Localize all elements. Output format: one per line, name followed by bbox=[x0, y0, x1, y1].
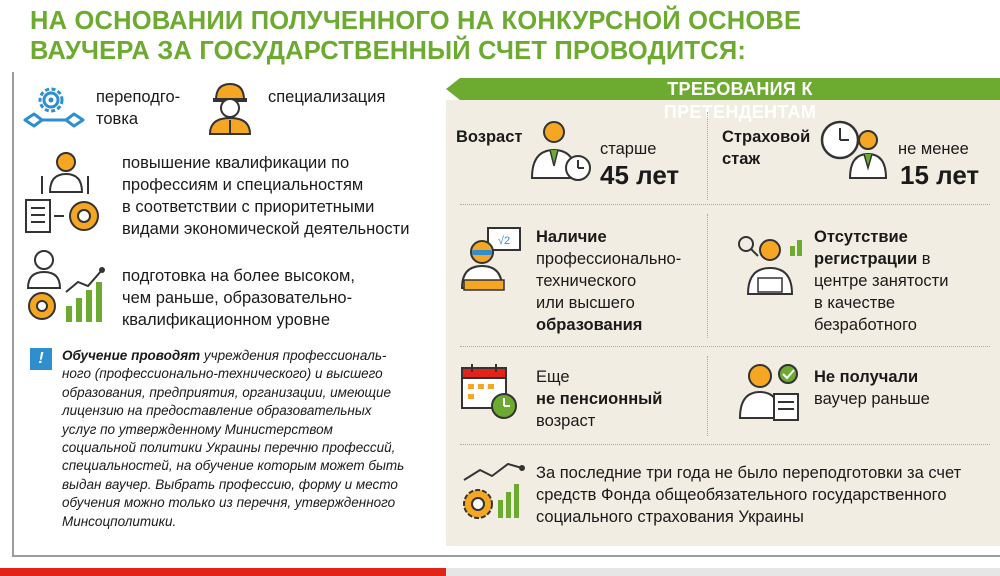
age-pre: старше bbox=[600, 140, 657, 158]
insurance-pre: не менее bbox=[898, 140, 969, 158]
growth-chart-icon bbox=[22, 248, 108, 326]
divider bbox=[460, 346, 990, 347]
divider bbox=[707, 112, 708, 200]
age-label: Возраст bbox=[456, 128, 523, 146]
page-title-line-2: ВАУЧЕРА ЗА ГОСУДАРСТВЕННЫЙ СЧЕТ ПРОВОДИТСЯ: bbox=[30, 37, 747, 65]
next-section-red-bar bbox=[0, 568, 446, 576]
frame-border-left bbox=[12, 72, 14, 556]
higher-level-text: подготовка на более высоком, чем раньше, образовательно- квалификационном уровне bbox=[122, 267, 355, 329]
gear-wrench-icon bbox=[22, 80, 86, 142]
fund-text: За последние три года не было переподготовки за счет средств Фонда общеобязательного государственного социального страхования Украины bbox=[536, 464, 962, 526]
training-note: Обучение проводят учреждения профессиональ- ного (профессионально-технического) и высшего образования, предприятия, организации, имеющие лицензию на предоставление образовательных услуг по утвержденному Министерством социальной политики Украины перечню профессий, специальностей, на обучение которым может быть выдан ваучер. Выбрать профессию, форму и место обучения можно только из перечня, утвержденного Минсоцполитики. bbox=[62, 348, 405, 529]
registration-text: Отсутствие регистрации в центре занятости в качестве безработного bbox=[814, 228, 949, 334]
info-mark-icon: ! bbox=[30, 348, 52, 370]
clock-person-icon bbox=[818, 116, 888, 182]
divider bbox=[460, 204, 990, 205]
insurance-label: Страховой стаж bbox=[722, 128, 811, 168]
page-title-line-1: НА ОСНОВАНИИ ПОЛУЧЕННОГО НА КОНКУРСНОЙ ОСНОВЕ bbox=[30, 7, 802, 35]
worker-helmet-icon bbox=[204, 78, 256, 136]
requirements-title: ТРЕБОВАНИЯ К ПРЕТЕНДЕНТАМ bbox=[663, 79, 817, 122]
divider bbox=[707, 214, 708, 338]
frame-border-bottom bbox=[12, 555, 1000, 557]
retraining-label: переподго- товка bbox=[96, 88, 181, 128]
person-search-icon bbox=[736, 232, 806, 298]
svg-text:√2: √2 bbox=[497, 235, 511, 247]
voucher-text: Не получали ваучер раньше bbox=[814, 368, 930, 408]
page-title bbox=[30, 6, 990, 66]
calendar-clock-icon bbox=[460, 362, 518, 420]
age-value: 45 лет bbox=[600, 160, 680, 190]
gear-growth-icon bbox=[460, 460, 526, 524]
divider bbox=[707, 356, 708, 436]
person-document-icon bbox=[738, 360, 802, 422]
education-text: Наличие профессионально- технического или высшего образования bbox=[536, 228, 682, 334]
insurance-value: 15 лет bbox=[900, 160, 980, 190]
divider bbox=[460, 444, 990, 445]
businessman-stopwatch-icon bbox=[528, 118, 596, 184]
upskilling-text: повышение квалификации по профессиям и специальностям в соответствии с приоритетными видами экономической деятельности bbox=[122, 154, 410, 238]
pension-text: Еще не пенсионный возраст bbox=[536, 368, 663, 430]
specialization-label: специализация bbox=[268, 88, 386, 106]
person-cycle-icon bbox=[22, 150, 108, 242]
student-laptop-icon bbox=[458, 226, 522, 294]
